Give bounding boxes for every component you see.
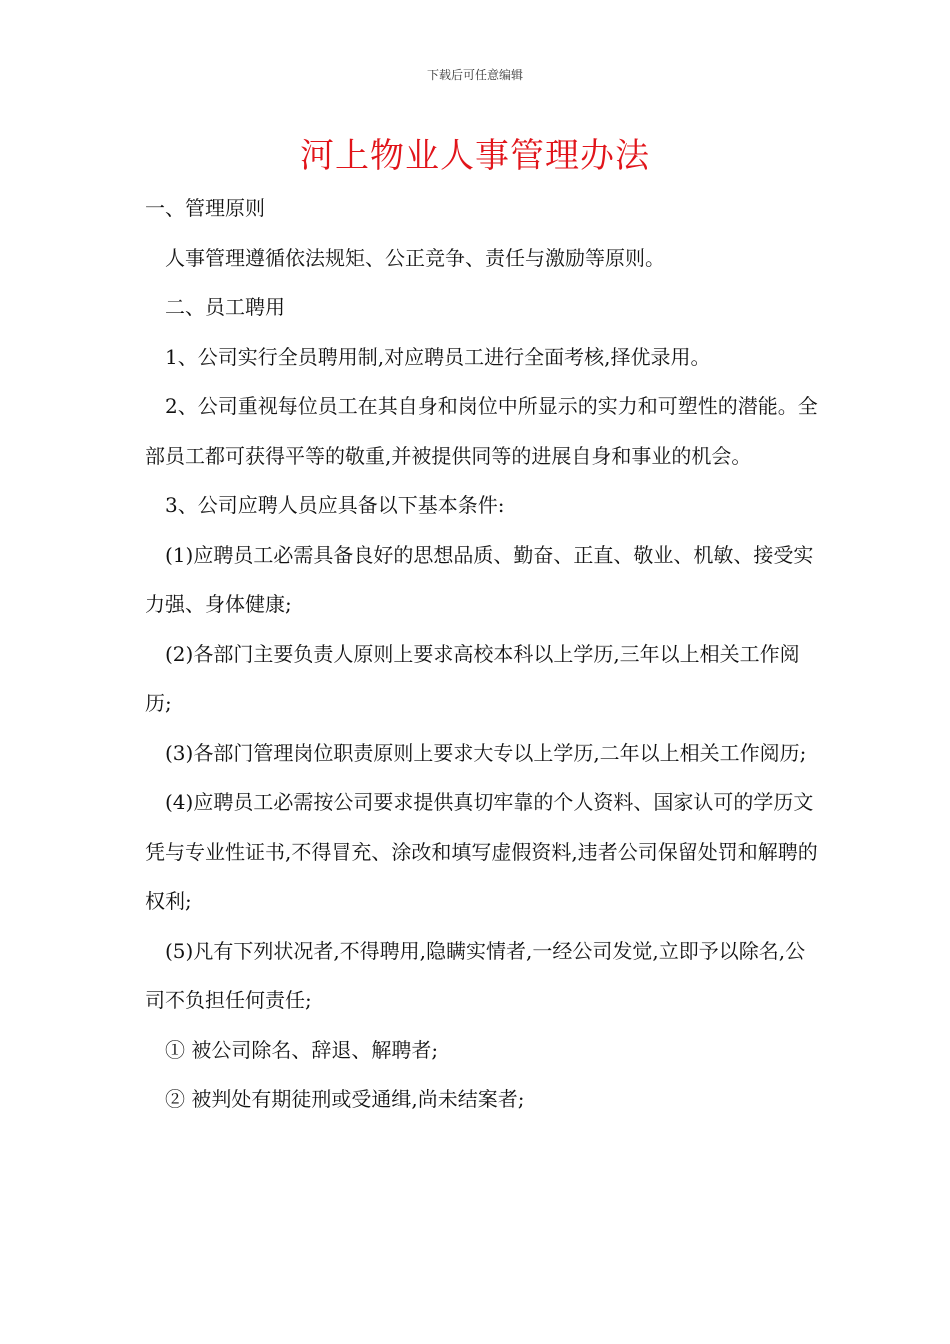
paragraph-condition-5: (5)凡有下列状况者,不得聘用,隐瞒实情者,一经公司发觉,立即予以除名,公司不负担任何责任; — [145, 938, 806, 1012]
paragraph-item-2: 2、公司重视每位员工在其自身和岗位中所显示的实力和可塑性的潜能。全部员工都可获得平等的敬重,并被提供同等的进展自身和事业的机会。 — [145, 394, 818, 468]
section-heading-hiring: 二、员工聘用 — [165, 295, 285, 319]
document-title: 河上物业人事管理办法 — [300, 136, 650, 176]
section-heading-principles: 一、管理原则 — [145, 196, 265, 220]
paragraph-principles: 人事管理遵循依法规矩、公正竞争、责任与激励等原则。 — [165, 245, 665, 270]
paragraph-condition-4: (4)应聘员工必需按公司要求提供真切牢靠的个人资料、国家认可的学历文凭与专业性证书,不得冒充、涂改和填写虚假资料,违者公司保留处罚和解聘的权利; — [145, 790, 818, 913]
paragraph-condition-1: (1)应聘员工必需具备良好的思想品质、勤奋、正直、敬业、机敏、接受实力强、身体健康; — [145, 542, 814, 616]
paragraph-condition-2: (2)各部门主要负责人原则上要求高校本科以上学历,三年以上相关工作阅历; — [145, 641, 800, 715]
header-note: 下载后可任意编辑 — [426, 68, 523, 82]
document-body — [145, 184, 825, 1125]
paragraph-item-3: 3、公司应聘人员应具备以下基本条件: — [165, 493, 505, 517]
paragraph-condition-3: (3)各部门管理岗位职责原则上要求大专以上学历,二年以上相关工作阅历; — [165, 740, 807, 765]
list-item-exclusion-1: ① 被公司除名、辞退、解聘者; — [165, 1037, 439, 1062]
list-item-exclusion-2: ② 被判处有期徒刑或受通缉,尚未结案者; — [165, 1087, 525, 1111]
paragraph-item-1: 1、公司实行全员聘用制,对应聘员工进行全面考核,择优录用。 — [165, 344, 711, 369]
